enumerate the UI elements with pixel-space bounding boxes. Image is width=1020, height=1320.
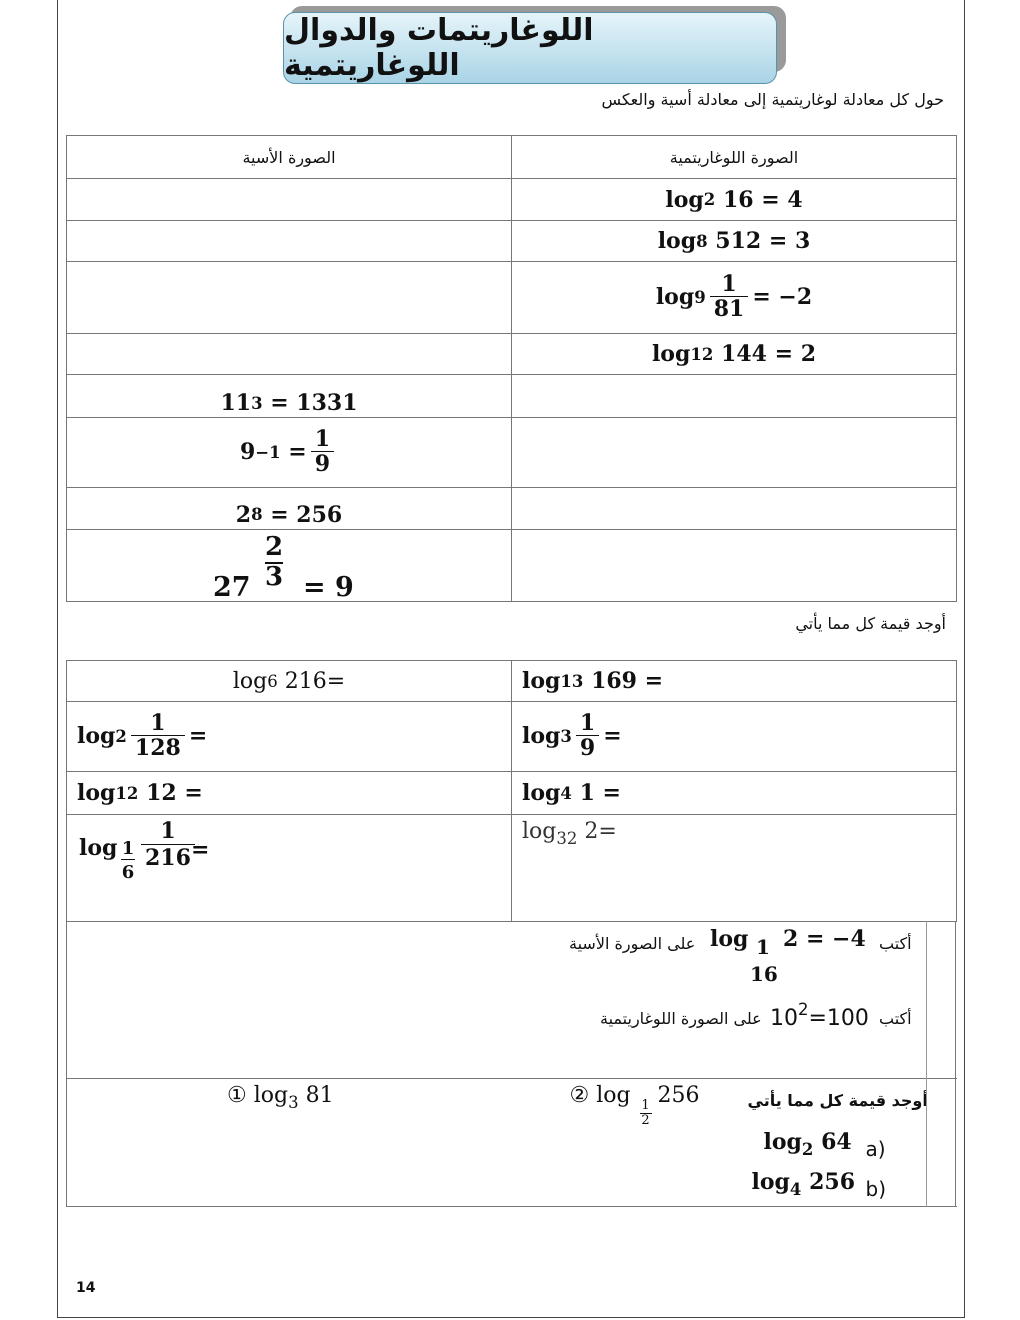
conversion-table: [66, 135, 957, 602]
header-exponential: الصورة الأسية: [67, 136, 512, 179]
instruction-evaluate: أوجد قيمة كل مما يأتي: [795, 614, 946, 633]
exp-cell: 2 8 = 256: [67, 488, 512, 530]
base-fraction: 1 6: [121, 839, 135, 885]
eval-cell: log 4 1 =: [512, 772, 957, 815]
fraction: $\frac{1}{81}$: [710, 272, 749, 322]
eval-cell: log 6 216=: [67, 661, 512, 702]
instruction-convert: حول كل معادلة لوغاريتمية إلى معادلة أسية والعكس: [601, 90, 944, 109]
fraction: $\frac{1}{9}$: [311, 427, 334, 477]
fraction: $\frac{1}{128}$: [131, 711, 185, 761]
eval-cell: log 12 12 =: [67, 772, 512, 815]
eval-cell: log 13 169 =: [512, 661, 957, 702]
log-cell-empty[interactable]: [512, 375, 957, 418]
exp-cell-empty[interactable]: [67, 179, 512, 221]
log-cell-empty[interactable]: [512, 488, 957, 530]
header-logarithmic: الصورة اللوغاريتمية: [512, 136, 957, 179]
margin-line: [955, 921, 956, 1207]
margin-line: [926, 921, 927, 1207]
find-left-cell: ① $\log_3 81$: [67, 1079, 512, 1207]
base-fraction: 1 16: [750, 935, 778, 986]
exp-cell-empty[interactable]: [67, 262, 512, 334]
log-cell: log 9 $\frac{1}{81}$ = −2: [512, 262, 957, 334]
exp-cell: 2 3 27 = 9: [67, 530, 512, 602]
page-title: اللوغاريتمات والدوال اللوغاريتمية: [284, 13, 594, 83]
eval-cell: log 2 $\frac{1}{128}$ =: [67, 702, 512, 772]
log-cell: log 2 16 = 4: [512, 179, 957, 221]
exp-cell-empty[interactable]: [67, 334, 512, 375]
base-fraction: 1 2: [641, 1098, 650, 1128]
find-right-cell: ② log 1 2 256 أوجد قيمة كل مما يأتي $\log_2 64$ (a $\log_4 256$ (b: [512, 1079, 957, 1207]
write-cell: أكتب log 1 16 2 = −4 على الصورة الأسية أكتب $10^2=100$ على الصورة اللوغاريتمية: [67, 922, 957, 1079]
title-banner: [283, 12, 777, 84]
eval-cell: log 3 $\frac{1}{9}$ =: [512, 702, 957, 772]
fraction: $\frac{1}{9}$: [576, 711, 599, 761]
eval-cell: log 1 6 1 216 =: [67, 815, 512, 922]
exponent-fraction: 2 3: [265, 532, 284, 592]
eval-cell: $\log_{32} 2=$: [512, 815, 957, 922]
page-number: 14: [76, 1280, 96, 1296]
exp-cell-empty[interactable]: [67, 221, 512, 262]
log-cell: log 8 512 = 3: [512, 221, 957, 262]
exp-cell: 9 −1 = $\frac{1}{9}$: [67, 418, 512, 488]
exp-cell: 11 3 = 1331: [67, 375, 512, 418]
log-cell: log 12 144 = 2: [512, 334, 957, 375]
evaluate-table: [66, 660, 957, 1207]
fraction: 1 216: [141, 819, 195, 872]
log-cell-empty[interactable]: [512, 418, 957, 488]
log-cell-empty[interactable]: [512, 530, 957, 602]
